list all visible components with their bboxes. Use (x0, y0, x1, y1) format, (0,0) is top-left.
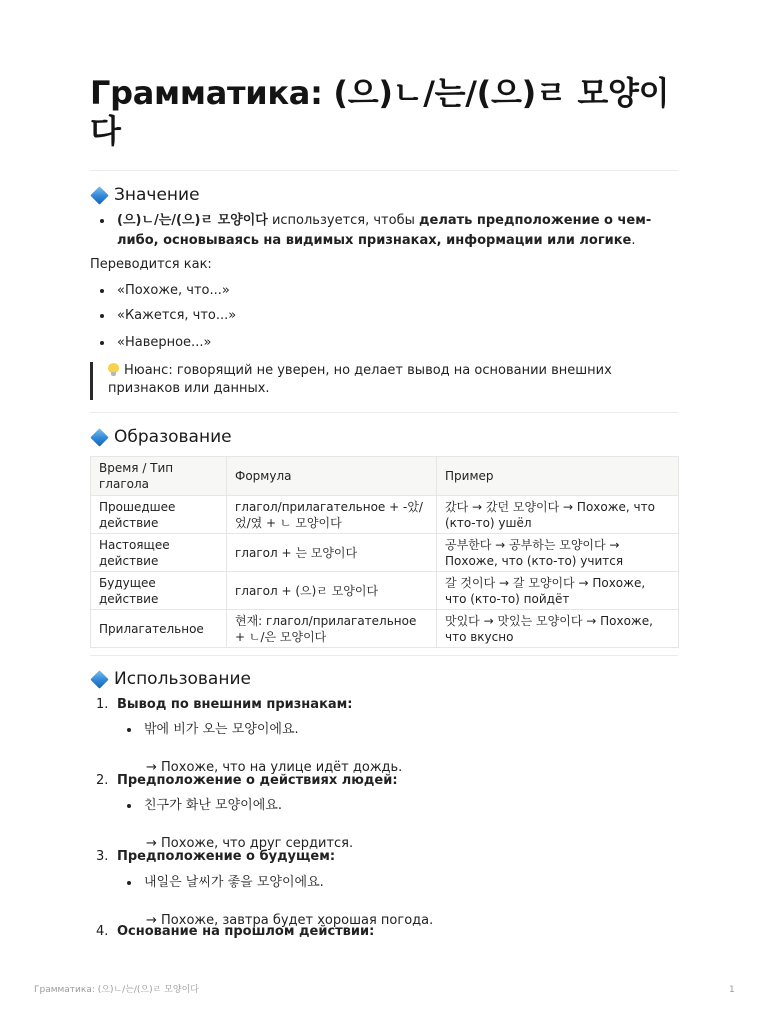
usage-translation: → Похоже, что на улице идёт дождь. (146, 760, 403, 775)
blue-diamond-icon (90, 428, 108, 446)
usage-title: Основание на прошлом действии: (117, 924, 375, 939)
text: используется, чтобы (267, 213, 419, 228)
divider (90, 655, 678, 656)
table-cell: Прошедшее действие (91, 496, 227, 534)
translated-as-label: Переводится как: (90, 257, 212, 272)
table-cell: Прилагательное (91, 610, 227, 648)
list-number: 3. (96, 849, 109, 864)
section-title: Использование (114, 669, 251, 689)
table-cell: 공부한다 → 공부하는 모양이다 → Похоже, что (кто-то) учится (437, 534, 679, 572)
nuance-callout (90, 362, 678, 400)
column-header: Пример (437, 457, 679, 496)
table-cell: 현재: глагол/прилагательное + ㄴ/은 모양이다 (227, 610, 437, 648)
table-cell: глагол/прилагательное + -았/었/였 + ㄴ 모양이다 (227, 496, 437, 534)
page-title: Грамматика: (으)ㄴ/는/(으)ㄹ 모양이다 (90, 74, 670, 150)
footer-title: Грамматика: (으)ㄴ/는/(으)ㄹ 모양이다 (34, 985, 199, 995)
section-title: Значение (114, 185, 200, 205)
table-header-row (91, 457, 679, 496)
usage-title-wrap (117, 847, 335, 867)
table-row (91, 534, 679, 572)
blue-diamond-icon (90, 670, 108, 688)
meaning-bullet (117, 211, 677, 251)
section-formation-heading (90, 426, 232, 448)
text: . (631, 233, 636, 248)
light-bulb-icon (108, 363, 119, 376)
formation-table (90, 456, 679, 648)
column-header: Формула (227, 457, 437, 496)
divider (90, 412, 678, 413)
table-row (91, 496, 679, 534)
table-cell: Настоящее действие (91, 534, 227, 572)
usage-example: 밖에 비가 오는 모양이에요. (144, 720, 299, 740)
table-row (91, 610, 679, 648)
translation-item: «Наверное...» (117, 333, 211, 353)
blue-diamond-icon (90, 186, 108, 204)
page-number: 1 (729, 985, 735, 995)
table-cell: Будущее действие (91, 572, 227, 610)
table-cell: 맛있다 → 맛있는 모양이다 → Похоже, что вкусно (437, 610, 679, 648)
callout-bar (90, 362, 93, 400)
usage-title: Предположение о действиях людей: (117, 773, 398, 788)
list-number: 2. (96, 773, 109, 788)
callout-text-wrap (108, 362, 668, 398)
grammar-pattern: (으)ㄴ/는/(으)ㄹ 모양이다 (117, 213, 268, 228)
column-header: Время / Тип глагола (91, 457, 227, 496)
section-title: Образование (114, 427, 232, 447)
usage-translation: → Похоже, что друг сердится. (146, 836, 354, 851)
meaning-emphasis: делать предположение о чем-либо, основываясь на видимых признаках, информации или логике (117, 213, 652, 248)
usage-example: 내일은 날씨가 좋을 모양이에요. (144, 873, 324, 893)
usage-example: 친구가 화난 모양이에요. (144, 796, 282, 816)
usage-title-wrap (117, 695, 353, 715)
usage-title-wrap (117, 771, 398, 791)
callout-text: Нюанс: говорящий не уверен, но делает вывод на основании внешних признаков или данных. (108, 363, 612, 396)
table-row (91, 572, 679, 610)
section-usage-heading (90, 668, 251, 690)
table-cell: 갈 것이다 → 갈 모양이다 → Похоже, что (кто-то) пойдёт (437, 572, 679, 610)
list-number: 4. (96, 924, 109, 939)
table-cell: глагол + (으)ㄹ 모양이다 (227, 572, 437, 610)
usage-title: Вывод по внешним признакам: (117, 697, 353, 712)
divider (90, 170, 678, 171)
section-meaning-heading (90, 184, 200, 206)
translation-item: «Похоже, что...» (117, 281, 230, 301)
list-number: 1. (96, 697, 109, 712)
usage-title: Предположение о будущем: (117, 849, 336, 864)
table-cell: глагол + 는 모양이다 (227, 534, 437, 572)
table-cell: 갔다 → 갔던 모양이다 → Похоже, что (кто-то) ушёл (437, 496, 679, 534)
usage-title-wrap (117, 922, 374, 942)
usage-translation: → Похоже, завтра будет хорошая погода. (146, 913, 434, 928)
translation-item: «Кажется, что...» (117, 306, 236, 326)
